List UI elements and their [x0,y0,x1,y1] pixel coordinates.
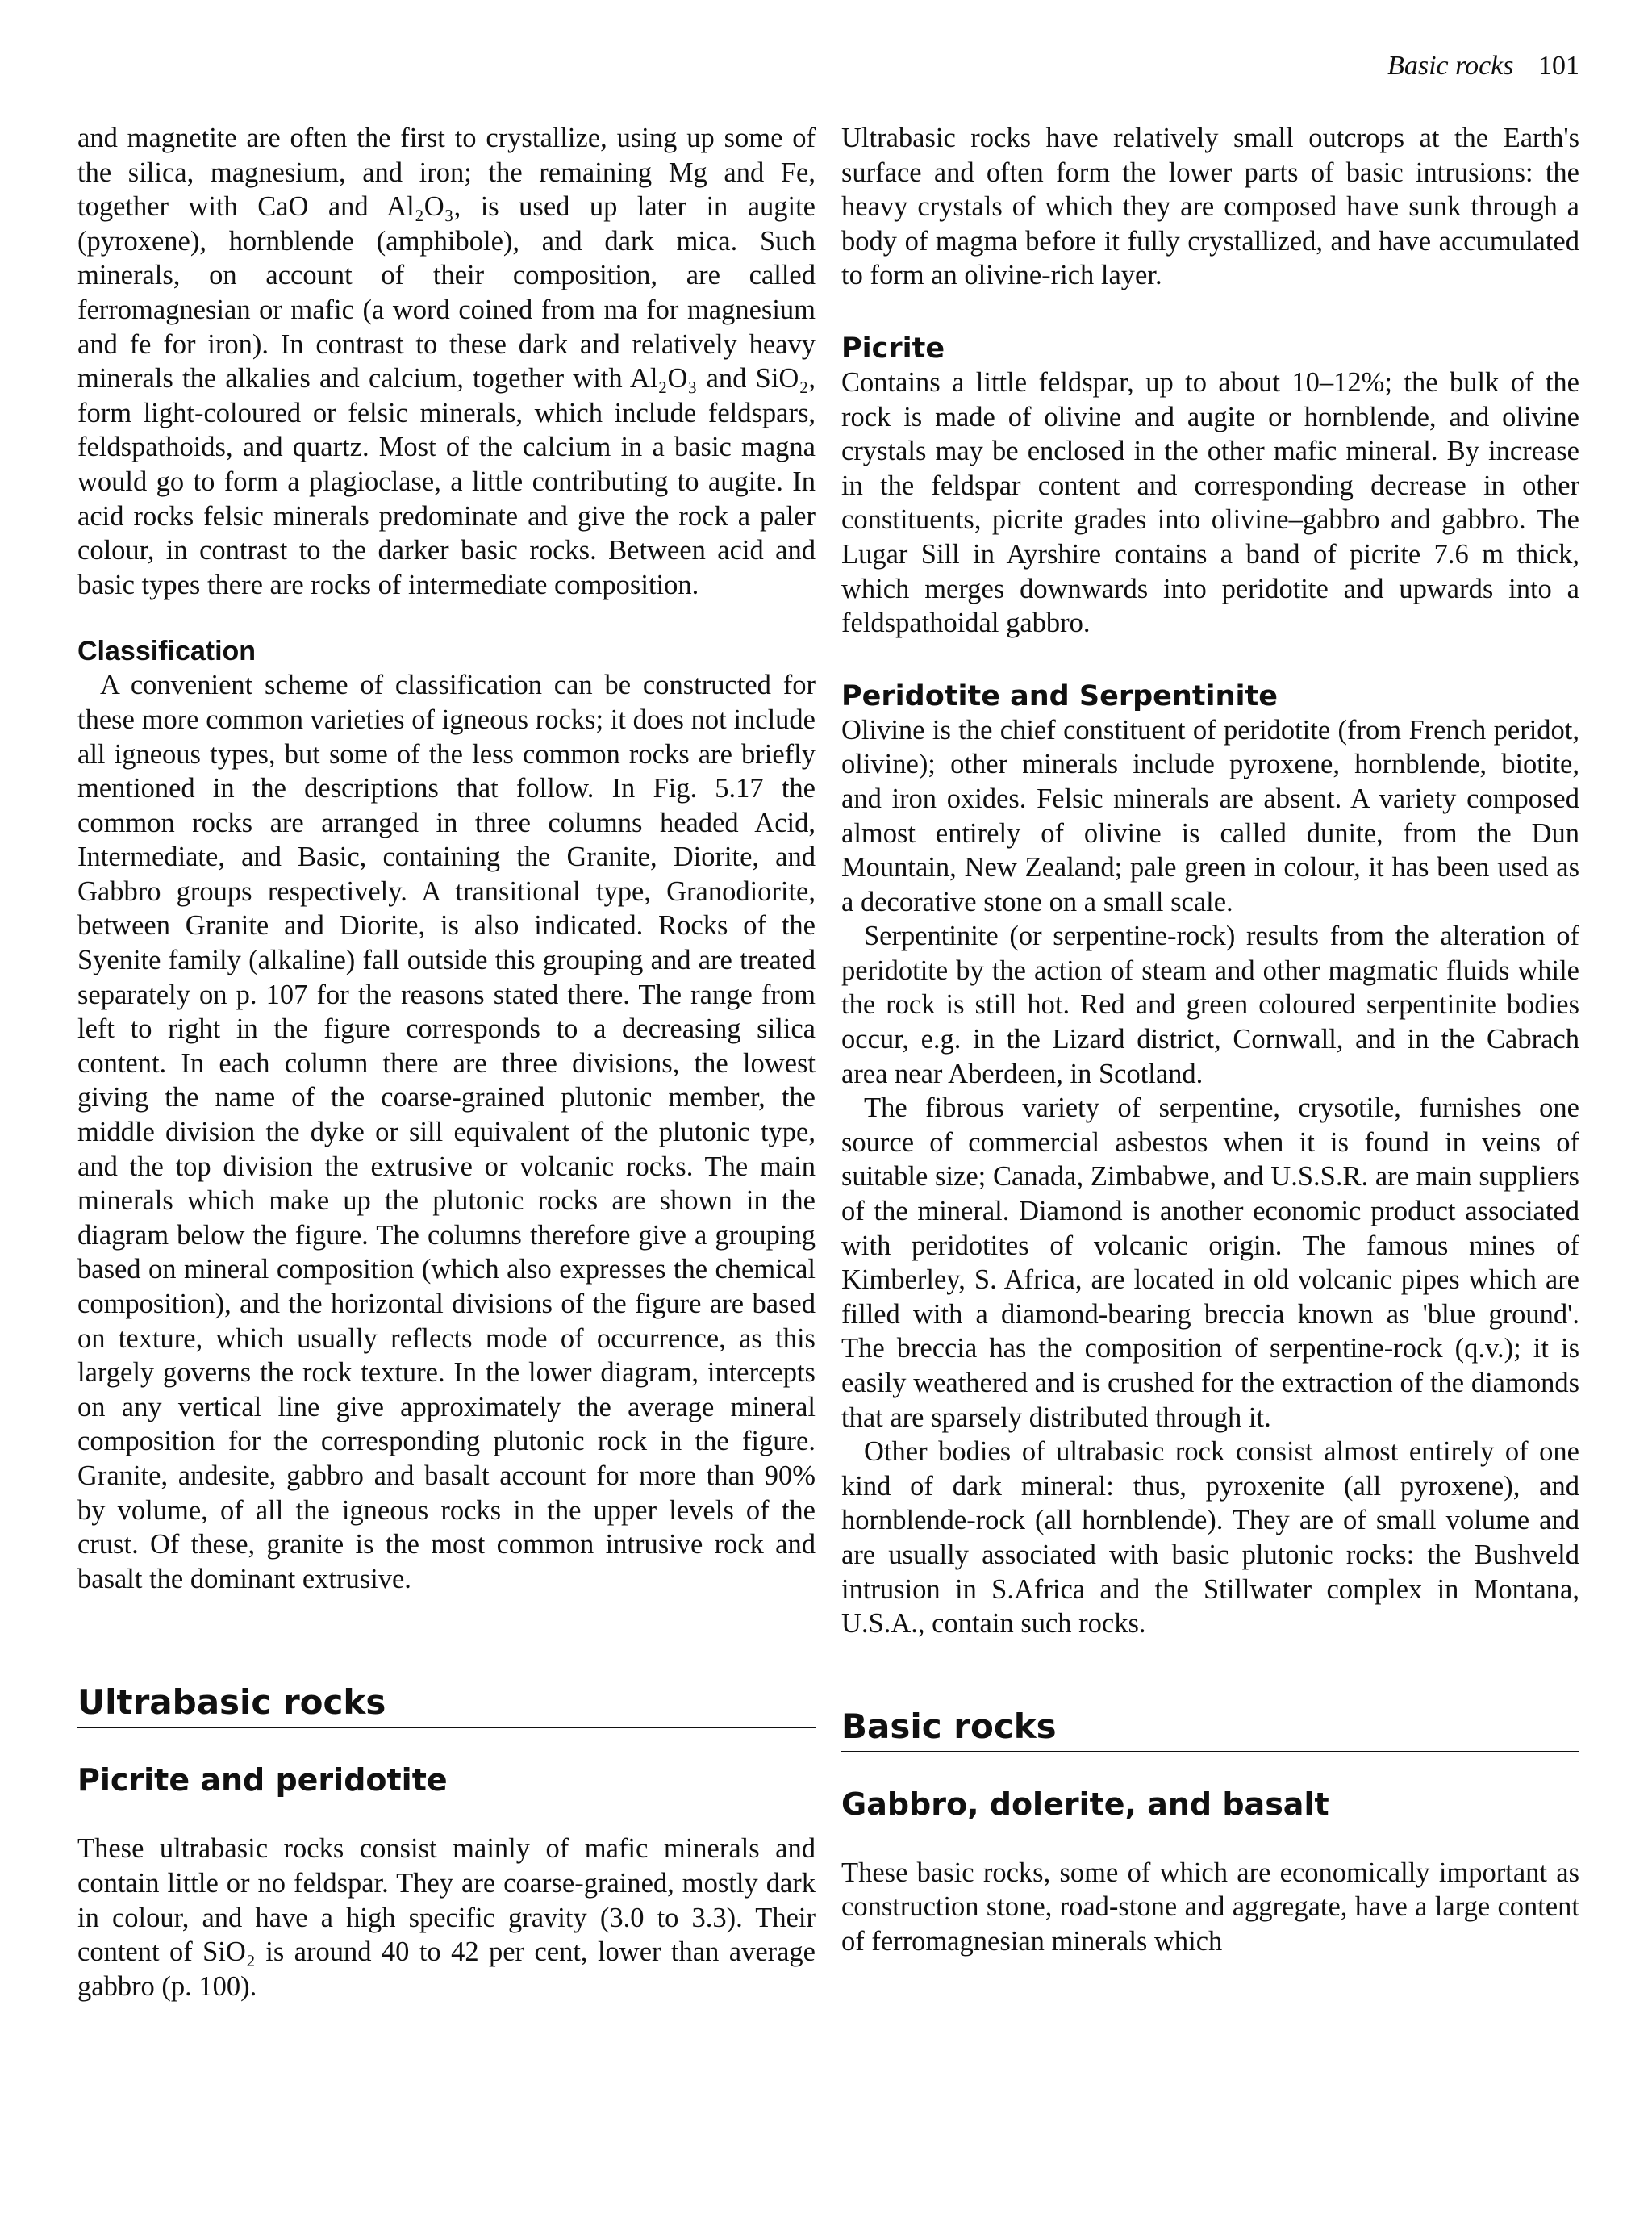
heading-ultrabasic-rocks: Ultrabasic rocks [77,1681,816,1728]
heading-peridotite-and-serpentinite: Peridotite and Serpentinite [841,679,1278,712]
heading-basic-rocks: Basic rocks [841,1706,1579,1752]
heading-classification: Classification [77,636,257,667]
paragraph-picrite: Contains a little feldspar, up to about 10–12%; the bulk of the rock is made of olivine and augite or hornblende, and olivine crystals may be enclosed in the other mafic mineral. By increase in the feldspar content and corresponding decrease in other constituents, picrite grades into olivine–gabbro and gabbro. The Lugar Sill in Ayrshire contains a band of picrite 7.6 m thick, which merges downwards into peridotite and upwards into a feldspathoidal gabbro. [841,366,1579,639]
paragraph-basic-intro: These basic rocks, some of which are economically important as construction stone, road-stone and aggregate, have a large content of ferromagnesian minerals which [841,1857,1579,1957]
paragraph-crysotile: The fibrous variety of serpentine, crysotile, furnishes one source of commercial asbestos when it is found in veins of suitable size; Canada, Zimbabwe, and U.S.S.R. are main suppliers of the mineral. Diamond is another economic product associated with peridotites of volcanic origin. The famous mines of Kimberley, S. Africa, are located in old volcanic pipes which are filled with a diamond-bearing breccia known as 'blue ground'. The breccia has the composition of serpentine-rock (q.v.); it is easily weathered and is crushed for the extraction of the diamonds that are sparsely distributed through it. [841,1092,1579,1433]
running-header [1387,48,1579,84]
paragraph-peridotite: Olivine is the chief constituent of peridotite (from French peridot, olivine); other minerals include pyroxene, hornblende, biotite, and iron oxides. Felsic minerals are absent. A variety composed almost entirely of olivine is called dunite, from the Dun Mountain, New Zealand; pale green in colour, it has been used as a decorative stone on a small scale. [841,714,1579,917]
paragraph-mafic-minerals: and magnetite are often the first to crystallize, using up some of the silica, magnesium, and iron; the remaining Mg and Fe, together with CaO and Al₂O₃, is used up later in augite (pyroxene), hornblende (amphibole), and dark mica. Such minerals, on account of their composition, are called ferromagnesian or mafic (a word coined from ma for magnesium and fe for iron). In contrast to these dark and relatively heavy minerals the alkalies and calcium, together with Al₂O₃ and SiO₂, form light-coloured or felsic minerals, which include feldspars, feldspathoids, and quartz. Most of the calcium in a basic magna would go to form a plagioclase, a little contributing to augite. In acid rocks felsic minerals predominate and give the rock a paler colour, in contrast to the darker basic rocks. Between acid and basic types there are rocks of intermediate composition. [77,123,816,600]
paragraph-pyroxenite: Other bodies of ultrabasic rock consist almost entirely of one kind of dark mineral: thus, pyroxenite (all pyroxene), and hornblende-rock (all hornblende). They are of small volume and are usually associated with basic plutonic rocks: the Bushveld intrusion in S.Africa and the Stillwater complex in Montana, U.S.A., contain such rocks. [841,1436,1579,1640]
paragraph-serpentinite: Serpentinite (or serpentine-rock) results from the alteration of peridotite by the action of steam and other magmatic fluids while the rock is still hot. Red and green coloured serpentinite bodies occur, e.g. in the Lizard district, Cornwall, and in the Cabrach area near Aberdeen, in Scotland. [841,921,1579,1089]
running-header-title: Basic rocks [1387,51,1514,81]
heading-gabbro-dolerite-basalt: Gabbro, dolerite, and basalt [841,1786,1329,1822]
paragraph-classification: A convenient scheme of classification can be constructed for these more common varieties of igneous rocks; it does not include all igneous types, but some of the less common rocks are briefly mentioned in the descriptions that follow. In Fig. 5.17 the common rocks are arranged in three columns headed Acid, Intermediate, and Basic, containing the Granite, Diorite, and Gabbro groups respectively. A transitional type, Granodiorite, between Granite and Diorite, is also indicated. Rocks of the Syenite family (alkaline) fall outside this grouping and are treated separately on p. 107 for the reasons stated there. The range from left to right in the figure corresponds to a decreasing silica content. In each column there are three divisions, the lowest giving the name of the coarse-grained plutonic member, the middle division the dyke or sill equivalent of the plutonic type, and the top division the extrusive or volcanic rocks. The main minerals which make up the plutonic rocks are shown in the diagram below the figure. The columns therefore give a grouping based on mineral composition (which also expresses the chemical composition), and the horizontal divisions of the figure are based on texture, which usually reflects mode of occurrence, as this largely governs the rock texture. In the lower diagram, intercepts on any vertical line give approximately the average mineral composition for the corresponding plutonic rock in the figure. Granite, andesite, gabbro and basalt account for more than 90% by volume, of all the igneous rocks in the upper levels of the crust. Of these, granite is the most common intrusive rock and basalt the dominant extrusive. [77,670,816,1594]
heading-picrite: Picrite [841,332,945,365]
paragraph-ultrabasic-intro: These ultrabasic rocks consist mainly of mafic minerals and contain little or no feldspar. They are coarse-grained, mostly dark in colour, and have a high specific gravity (3.0 to 3.3). Their content of SiO₂ is around 40 to 42 per cent, lower than average gabbro (p. 100). [77,1833,816,2002]
paragraph-ultrabasic-outcrops: Ultrabasic rocks have relatively small outcrops at the Earth's surface and often form the lower parts of basic intrusions: the heavy crystals of which they are composed have sunk through a body of magma before it fully crystallized, and have accumulated to form an olivine-rich layer. [841,123,1579,291]
page-number: 101 [1538,51,1579,81]
right-column [841,121,1579,1959]
heading-picrite-and-peridotite: Picrite and peridotite [77,1762,448,1798]
left-column [77,121,816,2003]
